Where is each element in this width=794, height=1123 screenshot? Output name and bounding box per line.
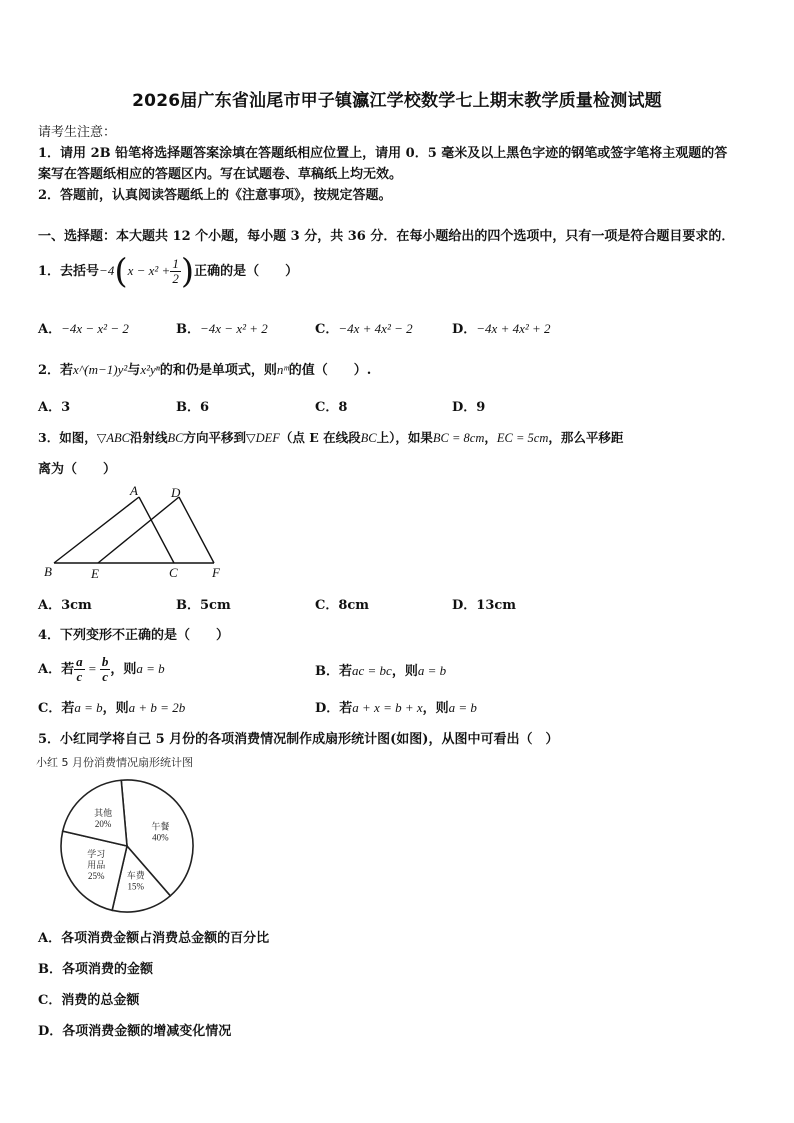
pie-value-label-2: 25% [87, 871, 105, 882]
q3-text-d: （点 E 在线段 [279, 430, 361, 445]
q1-right-paren: ) [180, 251, 195, 292]
q1-option-b-letter: B． [176, 322, 200, 337]
q1-option-b[interactable] [176, 318, 268, 337]
q4-option-c-prefix: C．若 [38, 701, 75, 716]
q1-option-d-expr: −4x + 4x² + 2 [476, 321, 551, 336]
q4-frac-right-den: c [102, 669, 109, 684]
q1-fraction [170, 257, 181, 285]
q4-option-a-equals: = [84, 661, 100, 676]
q3-comma: ， [484, 430, 497, 445]
question-3-stem-line-1 [38, 428, 623, 446]
pie-category-label-1: 车费 [126, 870, 145, 881]
q4-option-d-prefix: D．若 [315, 701, 353, 716]
q4-option-b-then: ，则 [391, 664, 418, 679]
q3-option-d[interactable]: D．13cm [452, 598, 517, 613]
q3-text-a: 3．如图， [38, 430, 97, 445]
q1-option-c-letter: C． [315, 322, 339, 337]
q3-segment-bc-2: BC [360, 431, 377, 445]
q5-option-b[interactable]: B．各项消费的金额 [38, 962, 153, 977]
pie-category-label-3: 其他 [94, 808, 113, 819]
q2-mid: 与 [127, 363, 141, 378]
pie-value-label-0: 40% [152, 832, 169, 843]
q3-label-b: B [44, 564, 52, 579]
question-1-stem [38, 250, 298, 292]
notice-item-2: 2．答题前，认真阅读答题纸上的《注意事项》，按规定答题。 [38, 188, 392, 203]
q2-prefix: 2．若 [38, 363, 74, 378]
q3-label-d: D [171, 485, 181, 500]
notice-item-1-line-1: 1．请用 2B 铅笔将选择题答案涂填在答题纸相应位置上，请用 0．5 毫米及以上黑色字迹的钢笔或签字笔将主观题的答 [38, 146, 728, 161]
q1-prefix: 1．去括号 [38, 264, 100, 279]
q2-term-2: x²yⁿ [140, 362, 160, 377]
q3-label-e: E [91, 566, 99, 581]
q2-term-1: x^(m−1)y² [73, 362, 128, 377]
q4-option-c-condition: a = b [74, 700, 103, 715]
q3-option-b[interactable]: B．5cm [176, 598, 231, 613]
q3-text-e: 上），如果 [376, 430, 433, 445]
q3-side-de [98, 497, 179, 563]
q2-option-d[interactable]: D．9 [452, 400, 486, 415]
q4-option-b[interactable] [315, 660, 446, 679]
q1-expr-lead: −4 [99, 263, 115, 278]
q4-option-c-then: ，则 [102, 701, 129, 716]
q3-option-c[interactable]: C．8cm [315, 598, 370, 613]
q2-option-a[interactable]: A．3 [38, 400, 71, 415]
q4-option-a[interactable] [38, 650, 165, 688]
q3-segment-bc: BC [167, 431, 184, 445]
pie-chart-title: 小红 5 月份消费情况扇形统计图 [36, 756, 193, 769]
question-2-stem [38, 359, 371, 378]
q4-option-b-result: a = b [417, 663, 447, 678]
q1-frac-den: 2 [172, 271, 179, 286]
pie-category-label-0: 午餐 [151, 821, 170, 832]
q1-frac-num: 1 [172, 256, 179, 272]
pie-category-label-2: 用品 [87, 860, 106, 871]
q4-frac-left-num: a [76, 654, 83, 670]
question-5-stem: 5．小红同学将自己 5 月份的各项消费情况制作成扇形统计图(如图)，从图中可看出（ ） [38, 732, 559, 747]
q5-option-d[interactable]: D．各项消费金额的增减变化情况 [38, 1024, 232, 1039]
page-title: 2026届广东省汕尾市甲子镇瀛江学校数学七上期末教学质量检测试题 [132, 91, 662, 111]
q2-option-c[interactable]: C．8 [315, 400, 348, 415]
q3-condition-2: EC = 5cm [496, 431, 549, 445]
q5-option-c[interactable]: C．消费的总金额 [38, 993, 140, 1008]
q4-frac-right-num: b [101, 654, 109, 670]
q1-option-c[interactable] [315, 318, 413, 337]
section-heading: 一、选择题：本大题共 12 个小题，每小题 3 分，共 36 分．在每小题给出的四个选项中，只有一项是符合题目要求的． [38, 229, 735, 244]
q4-option-c[interactable] [38, 697, 185, 716]
q3-translation-figure [36, 484, 236, 584]
q4-option-d-condition: a + x = b + x [352, 700, 423, 715]
q1-option-d-letter: D． [452, 322, 477, 337]
q1-option-b-expr: −4x − x² + 2 [200, 321, 268, 336]
q4-option-c-result: a + b = 2b [128, 700, 186, 715]
q1-suffix: 正确的是（ ） [194, 264, 299, 279]
q4-option-d-result: a = b [448, 700, 477, 715]
pie-category-label-2: 学习 [87, 849, 106, 860]
q3-triangle-abc: ▽ABC [96, 431, 130, 445]
q4-option-d-then: ，则 [422, 701, 449, 716]
q1-option-a-expr: −4x − x² − 2 [61, 321, 129, 336]
q3-text-c: 方向平移到 [183, 430, 246, 445]
q2-tail-2: 的值（ ）. [288, 363, 372, 378]
q3-text-f: ，那么平移距 [548, 430, 624, 445]
q4-option-b-condition: ac = bc [352, 663, 392, 678]
q4-option-a-frac-right [100, 655, 111, 683]
q2-tail-1: 的和仍是单项式，则 [159, 363, 277, 378]
q3-side-df [179, 497, 214, 563]
q1-option-a[interactable] [38, 318, 129, 337]
q1-left-paren: ( [114, 251, 128, 292]
q4-option-a-then: ，则 [110, 662, 137, 677]
q1-option-a-letter: A． [38, 322, 62, 337]
q3-triangle-def: ▽DEF [245, 431, 280, 445]
question-4-stem: 4．下列变形不正确的是（ ） [38, 628, 230, 643]
q4-option-a-prefix: A．若 [38, 662, 75, 677]
q2-n-pow-m: nᵐ [276, 362, 289, 377]
q2-option-b[interactable]: B．6 [176, 400, 210, 415]
question-3-stem-line-2: 离为（ ） [38, 462, 117, 477]
pie-value-label-1: 15% [127, 881, 145, 892]
q4-option-a-result: a = b [136, 661, 165, 676]
q1-expr-inner: x − x² + [127, 263, 171, 278]
q1-option-c-expr: −4x + 4x² − 2 [338, 321, 413, 336]
q3-label-a: A [130, 484, 138, 498]
q3-option-a[interactable]: A．3cm [38, 598, 92, 613]
q5-pie-chart [36, 752, 236, 918]
q3-label-c: C [169, 565, 178, 580]
q4-option-a-frac-left [74, 655, 85, 683]
pie-value-label-3: 20% [94, 819, 112, 830]
q5-option-a[interactable]: A．各项消费金额占消费总金额的百分比 [38, 931, 270, 946]
notice-item-1-line-2: 案写在答题纸相应的答题区内。写在试题卷、草稿纸上均无效。 [38, 167, 403, 182]
q4-option-b-prefix: B．若 [315, 664, 352, 679]
q4-frac-left-den: c [76, 669, 83, 684]
q3-side-ab [54, 497, 139, 563]
q3-side-ac [139, 497, 174, 563]
q4-option-d[interactable] [315, 697, 477, 716]
q1-option-d[interactable] [452, 318, 551, 337]
q3-condition-1: BC = 8cm [432, 431, 485, 445]
q3-text-b: 沿射线 [129, 430, 168, 445]
notice-heading: 请考生注意： [38, 125, 117, 140]
q3-label-f: F [212, 565, 220, 580]
